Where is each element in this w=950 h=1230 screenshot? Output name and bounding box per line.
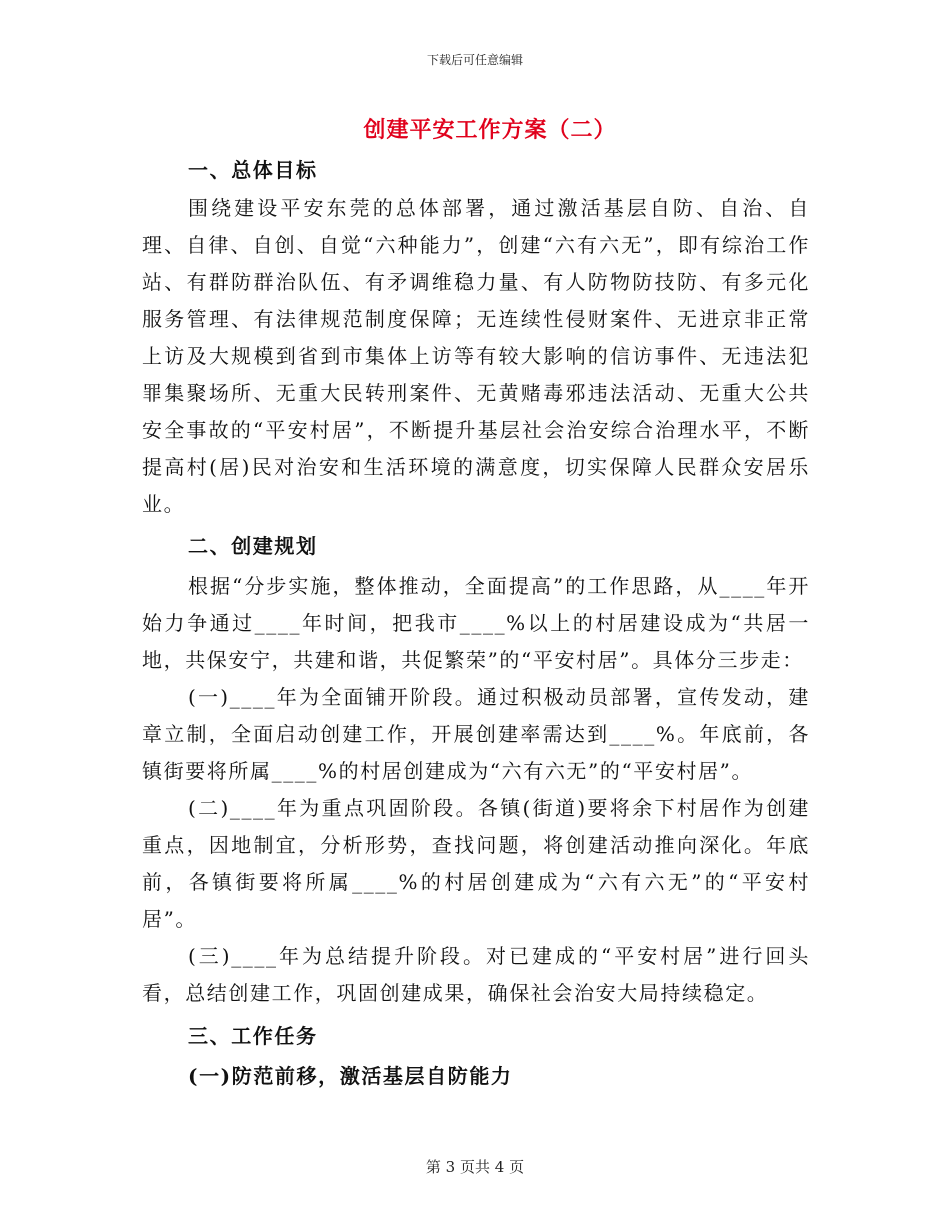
section-heading-creation-plan: 二、创建规划 — [188, 534, 318, 558]
page-footer-page-number: 第 3 页共 4 页 — [425, 1158, 525, 1176]
section-heading-work-tasks: 三、工作任务 — [188, 1024, 318, 1048]
paragraph-step-one: (一)____年为全面铺开阶段。通过积极动员部署，宣传发动，建章立制，全面启动创建工作，开展创建率需达到____%。年底前，各镇街要将所属____%的村居创建成为“六有六无”的“平安村居”。 — [142, 685, 810, 783]
section-heading-overall-goal: 一、总体目标 — [188, 158, 318, 182]
paragraph-overall-goal: 围绕建设平安东莞的总体部署，通过激活基层自防、自治、自理、自律、自创、自觉“六种能力”，创建“六有六无”，即有综治工作站、有群防群治队伍、有矛调维稳力量、有人防物防技防、有多元化服务管理、有法律规范制度保障；无连续性侵财案件、无进京非正常上访及大规模到省到市集体上访等有较大影响的信访事件、无违法犯罪集聚场所、无重大民转刑案件、无黄赌毒邪违法活动、无重大公共安全事故的“平安村居”，不断提升基层社会治安综合治理水平，不断提高村(居)民对治安和生活环境的满意度，切实保障人民群众安居乐业。 — [142, 196, 810, 516]
page-header-note: 下载后可任意编辑 — [426, 53, 523, 67]
document-title: 创建平安工作方案（二） — [363, 117, 617, 143]
paragraph-creation-plan: 根据“分步实施，整体推动，全面提高”的工作思路，从____年开始力争通过____年时间，把我市____%以上的村居建设成为“共居一地，共保安宁，共建和谐，共促繁荣”的“平安村居”。具体分三步走： — [142, 574, 810, 672]
paragraph-step-three: (三)____年为总结提升阶段。对已建成的“平安村居”进行回头看，总结创建工作，巩固创建成果，确保社会治安大局持续稳定。 — [142, 944, 810, 1005]
document-body — [142, 150, 810, 1096]
paragraph-step-two: (二)____年为重点巩固阶段。各镇(街道)要将余下村居作为创建重点，因地制宜，分析形势，查找问题，将创建活动推向深化。年底前，各镇街要将所属____%的村居创建成为“六有六无”的“平安村居”。 — [142, 796, 810, 931]
subsection-heading-prevention: (一)防范前移，激活基层自防能力 — [188, 1064, 513, 1088]
